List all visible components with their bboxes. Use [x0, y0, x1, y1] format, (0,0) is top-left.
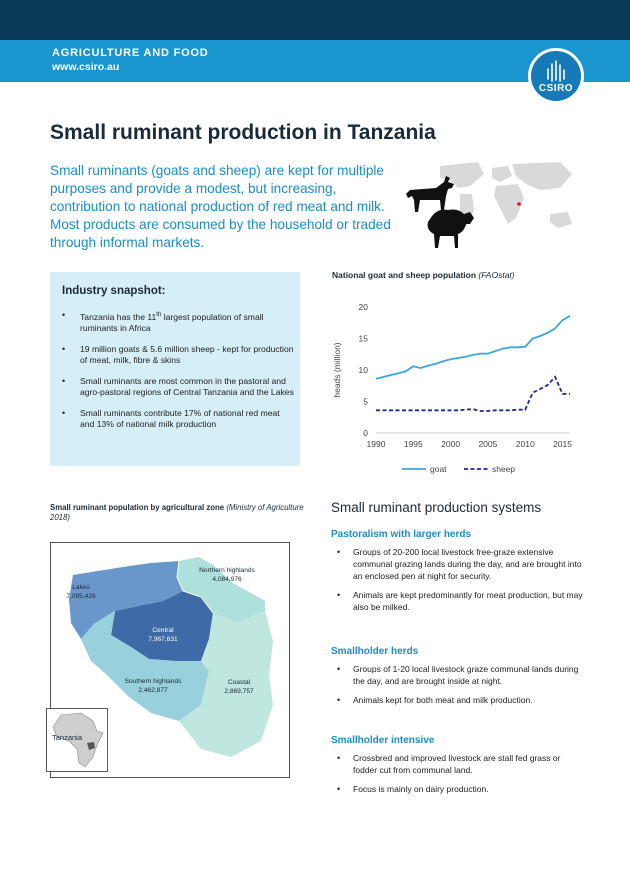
system-intensive-list	[331, 752, 583, 802]
y-tick-label: 5	[363, 396, 368, 407]
inset-label: Tanzania	[52, 733, 83, 742]
map-source: (Ministry of Agriculture 2018)	[50, 503, 304, 522]
snapshot-list	[62, 310, 294, 440]
intensive-bullet-1: • Crossbred and improved livestock are stall fed grass or fodder cut from communal land.	[331, 752, 583, 776]
header-url[interactable]: www.csiro.au	[52, 61, 120, 73]
population-line-chart	[330, 295, 590, 480]
africa-inset	[46, 708, 108, 772]
chart-title	[332, 270, 515, 280]
legend-label-goat: goat	[430, 464, 447, 474]
x-tick-label: 1990	[366, 439, 386, 449]
zone-label-southern-highlands: Southern highlands	[124, 678, 182, 685]
smallholder-bullet-1: • Groups of 1-20 local livestock graze communal lands during the day, and are brought inside at night.	[331, 663, 583, 687]
pastoralism-bullet-1: • Groups of 20-200 local livestock free-graze extensive communal grazing lands during the day, and are brought into an enclosed pen at night for security.	[331, 546, 583, 582]
x-tick-label: 2010	[515, 439, 535, 449]
zone-label-lakes: Lakes	[72, 584, 90, 591]
intensive-bullet-2: • Focus is mainly on dairy production.	[331, 783, 583, 795]
chart-source: (FAOstat)	[478, 270, 515, 280]
snapshot-title: Industry snapshot:	[62, 285, 166, 297]
system-pastoralism-list	[331, 546, 583, 620]
series-line-goat	[376, 316, 570, 379]
series-line-sheep	[376, 377, 570, 411]
series-lines	[376, 316, 570, 411]
y-tick-label: 10	[358, 365, 368, 375]
system-intensive-heading: Smallholder intensive	[331, 735, 435, 746]
zone-label-northern-highlands: Northern highlands	[199, 567, 255, 574]
legend-label-sheep: sheep	[492, 464, 516, 474]
zone-label-central: Central	[152, 627, 174, 634]
system-smallholder-heading: Smallholder herds	[331, 646, 419, 657]
zone-value-southern-highlands: 2,462,877	[138, 687, 168, 694]
x-tick-label: 2015	[553, 439, 572, 449]
snapshot-item-2: • 19 million goats & 5.6 million sheep - kept for production of meat, milk, fibre & skins	[62, 344, 294, 367]
tanzania-marker-icon	[517, 202, 521, 206]
chart-legend	[402, 464, 515, 474]
system-smallholder-list	[331, 663, 583, 713]
csiro-logo-text: CSIRO	[538, 83, 574, 94]
snapshot-item-1-text-a: Tanzania has the 11	[80, 311, 157, 322]
header-category: AGRICULTURE AND FOOD	[52, 47, 209, 59]
top-strip	[0, 0, 630, 40]
map-title	[50, 503, 310, 523]
y-tick-label: 0	[363, 428, 368, 438]
zone-value-lakes: 7,095,426	[66, 593, 96, 600]
x-axis-ticks	[367, 439, 573, 449]
smallholder-bullet-2: • Animals kept for both meat and milk production.	[331, 694, 583, 706]
page-title: Small ruminant production in Tanzania	[50, 121, 436, 144]
system-pastoralism-heading: Pastoralism with larger herds	[331, 529, 472, 540]
csiro-logo	[528, 48, 584, 104]
zone-value-central: 7,967,631	[148, 636, 178, 643]
y-axis-label: heads (million)	[332, 342, 342, 398]
map-title-text: Small ruminant population by agricultural zone	[50, 503, 225, 512]
snapshot-item-4: • Small ruminants contribute 17% of national red meat and 13% of national milk production	[62, 408, 294, 431]
zone-label-coastal: Coastal	[227, 679, 251, 686]
pastoralism-bullet-2: • Animals are kept predominantly for meat production, but may also be milked.	[331, 589, 583, 613]
snapshot-item-1-text-b: largest population of small ruminants in Africa	[80, 311, 264, 334]
sheep-icon	[424, 206, 476, 250]
snapshot-item-3: • Small ruminants are most common in the pastoral and agro-pastoral regions of Central Tanzania and the Lakes	[62, 376, 294, 399]
y-axis-ticks	[359, 302, 369, 438]
snapshot-item-1	[62, 310, 294, 335]
chart-title-text: National goat and sheep population	[332, 270, 477, 280]
x-tick-label: 2005	[478, 439, 498, 449]
zone-value-northern-highlands: 4,084,976	[212, 576, 242, 583]
snapshot-item-1-sup: th	[156, 312, 162, 318]
intro-paragraph: Small ruminants (goats and sheep) are kept for multiple purposes and provide a modest, but increasing, contribution to national production of red meat and milk. Most products are consumed by the household or traded through informal markets.	[50, 163, 391, 250]
x-tick-label: 2000	[441, 439, 461, 449]
y-tick-label: 20	[358, 302, 368, 312]
systems-title: Small ruminant production systems	[331, 500, 542, 515]
y-tick-label: 15	[358, 333, 368, 344]
zone-value-coastal: 2,869,757	[224, 688, 254, 695]
x-tick-label: 1995	[403, 439, 423, 449]
